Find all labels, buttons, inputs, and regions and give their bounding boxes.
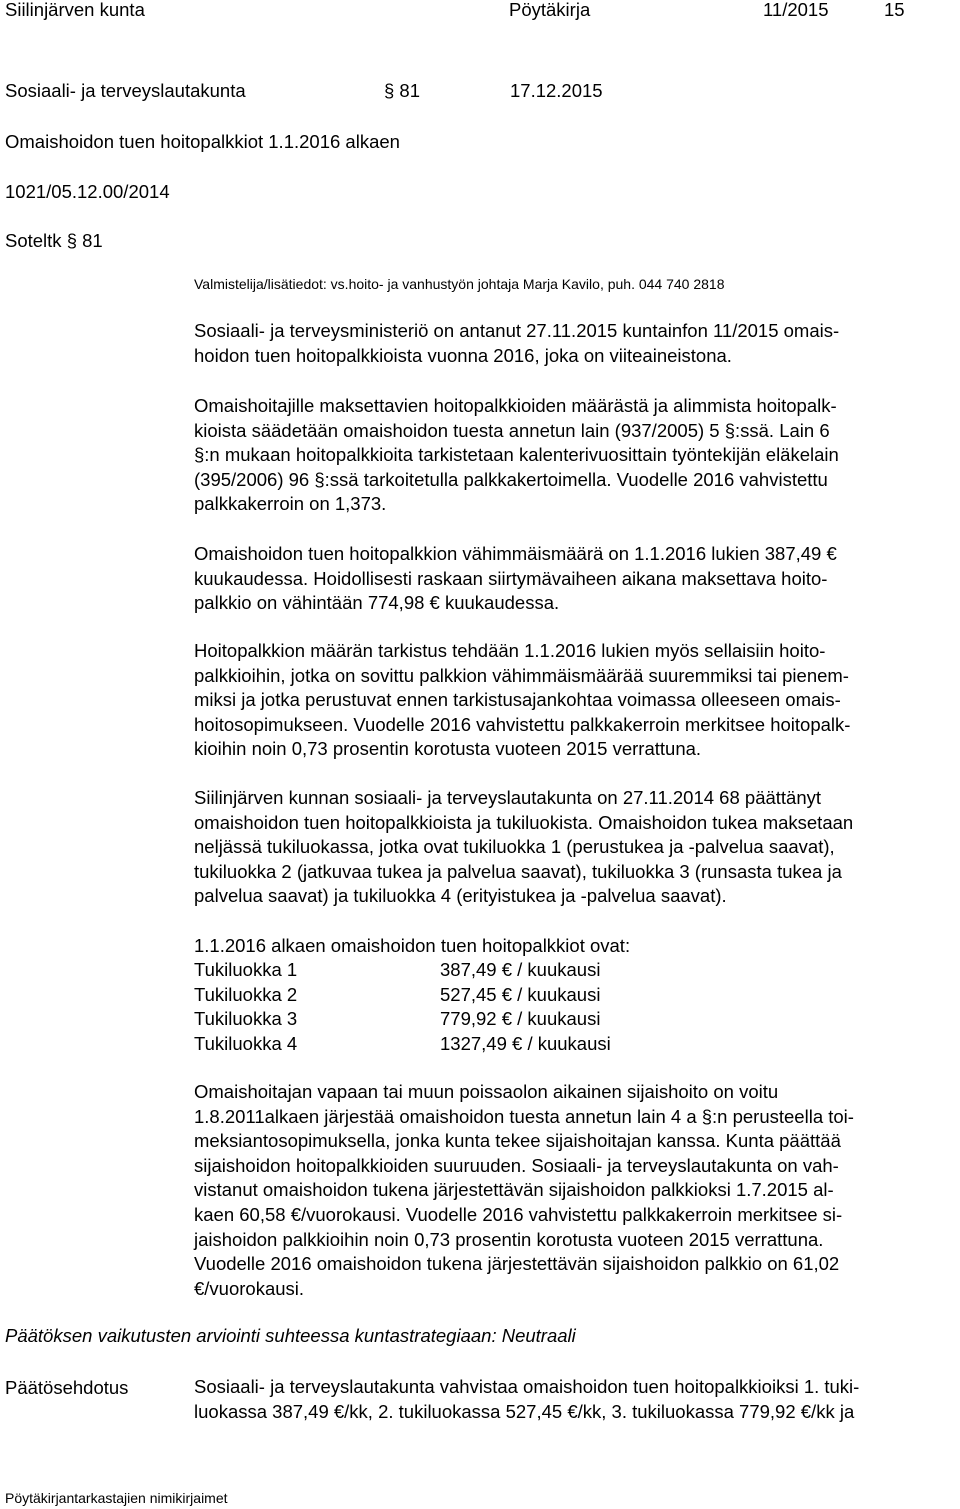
document-number: 11/2015 — [763, 0, 829, 20]
text-line: vistanut omaishoidon tukena järjestettävän sijaishoidon palkkioksi 1.7.2015 al- — [194, 1179, 834, 1201]
paragraph-legal-basis — [194, 394, 954, 517]
text-line: palkkioihin, jotka on sovittu palkkion vähimmäismäärää suuremmiksi tai pienem- — [194, 664, 849, 686]
text-line: miksi ja jotka perustuvat ennen tarkistusajankohtaa voimassa olleeseen omais- — [194, 689, 841, 711]
text-line: hoidon tuen hoitopalkkioista vuonna 2016, joka on viiteaineistona. — [194, 344, 732, 366]
text-line: Sosiaali- ja terveysministeriö on antanut 27.11.2015 kuntainfon 11/2015 omais- — [194, 320, 840, 341]
document-type: Pöytäkirja — [509, 0, 591, 20]
text-line: sijaishoidon hoitopalkkioiden suuruuden. Sosiaali- ja terveyslautakunta on vah- — [194, 1154, 839, 1176]
tariff-row — [194, 984, 794, 1009]
paragraph-minimum-fee — [194, 542, 954, 616]
strategy-assessment: Päätöksen vaikutusten arviointi suhteessa kuntastrategiaan: Neutraali — [5, 1325, 576, 1346]
text-line: kioihin noin 0,73 prosentin korotusta vuoteen 2015 verrattuna. — [194, 738, 702, 760]
paragraph-ministry — [194, 319, 954, 368]
tariff-table — [194, 959, 794, 1057]
text-line: Hoitopalkkion määrän tarkistus tehdään 1.1.2016 lukien myös sellaisiin hoito- — [194, 640, 826, 661]
text-line: meksiantosopimuksella, jonka kunta tekee sijaishoitajan kanssa. Kunta päättää — [194, 1130, 841, 1152]
record-id: 1021/05.12.00/2014 — [5, 181, 170, 202]
text-line: hoitosopimukseen. Vuodelle 2016 vahvistettu palkkakerroin merkitsee hoitopalk- — [194, 713, 851, 735]
paragraph-substitute-care — [194, 1080, 954, 1301]
footer-initials-label: Pöytäkirjantarkastajien nimikirjaimet — [5, 1490, 228, 1506]
section-reference: Soteltk § 81 — [5, 230, 103, 251]
tariff-amount: 387,49 € / kuukausi — [440, 959, 601, 980]
text-line: Siilinjärven kunnan sosiaali- ja terveyslautakunta on 27.11.2014 68 päättänyt — [194, 787, 822, 808]
preparer-info: Valmistelija/lisätiedot: vs.hoito- ja vanhustyön johtaja Marja Kavilo, puh. 044 740 2818 — [194, 276, 725, 292]
page-number: 15 — [884, 0, 905, 20]
text-line: kuukaudessa. Hoidollisesti raskaan siirtymävaiheen aikana maksettava hoito- — [194, 567, 828, 589]
tariff-class: Tukiluokka 1 — [194, 959, 298, 980]
tariff-amount: 779,92 € / kuukausi — [440, 1008, 601, 1030]
proposal-label: Päätösehdotus — [5, 1377, 129, 1398]
text-line: (395/2006) 96 §:ssä tarkoitetulla palkkakertoimella. Vuodelle 2016 vahvistettu — [194, 468, 828, 490]
tariff-row — [194, 959, 794, 984]
text-line: palvelua saavat) ja tukiluokka 4 (erityistukea ja -palvelua saavat). — [194, 885, 727, 907]
text-line: kioista säädetään omaishoidon tuesta annetun lain (937/2005) 5 §:ssä. Lain 6 — [194, 419, 830, 441]
tariff-row — [194, 1008, 794, 1033]
text-line: tukiluokka 2 (jatkuvaa tukea ja palvelua saavat), tukiluokka 3 (runsasta tukea ja — [194, 860, 842, 882]
text-line: palkkio on vähintään 774,98 € kuukaudessa. — [194, 592, 560, 614]
tariff-class: Tukiluokka 3 — [194, 1008, 298, 1030]
tariff-amount: 1327,49 € / kuukausi — [440, 1032, 611, 1054]
tariff-row — [194, 1033, 794, 1058]
page-title: Omaishoidon tuen hoitopalkkiot 1.1.2016 alkaen — [5, 131, 400, 152]
text-line: Omaishoidon tuen hoitopalkkion vähimmäismäärä on 1.1.2016 lukien 387,49 € — [194, 543, 837, 564]
municipality-name: Siilinjärven kunta — [5, 0, 145, 20]
text-line: Omaishoitajan vapaan tai muun poissaolon aikainen sijaishoito on voitu — [194, 1081, 779, 1102]
text-line: neljässä tukiluokassa, jotka ovat tukiluokka 1 (perustukea ja -palvelua saavat), — [194, 836, 835, 858]
tariff-amount: 527,45 € / kuukausi — [440, 983, 601, 1005]
tariff-class: Tukiluokka 4 — [194, 1032, 298, 1054]
text-line: €/vuorokausi. — [194, 1277, 305, 1299]
tariff-class: Tukiluokka 2 — [194, 983, 298, 1005]
tariff-intro: 1.1.2016 alkaen omaishoidon tuen hoitopalkkiot ovat: — [194, 935, 631, 956]
text-line: Sosiaali- ja terveyslautakunta vahvistaa omaishoidon tuen hoitopalkkioiksi 1. tuki- — [194, 1376, 860, 1397]
section-number: § 81 — [384, 80, 421, 101]
text-line: §:n mukaan hoitopalkkioita tarkistetaan kalenterivuosittain työntekijän eläkelain — [194, 444, 839, 466]
text-line: jaishoidon palkkioihin noin 0,73 prosentin korotusta vuoteen 2015 verrattuna. — [194, 1228, 824, 1250]
text-line: luokassa 387,49 €/kk, 2. tukiluokassa 527,45 €/kk, 3. tukiluokassa 779,92 €/kk ja — [194, 1400, 855, 1422]
paragraph-support-classes — [194, 786, 954, 909]
text-line: omaishoidon tuen hoitopalkkioista ja tukiluokista. Omaishoidon tukea maksetaan — [194, 811, 854, 833]
text-line: palkkakerroin on 1,373. — [194, 493, 387, 515]
text-line: 1.8.2011alkaen järjestää omaishoidon tuesta annetun lain 4 a §:n perusteella toi- — [194, 1105, 854, 1127]
meeting-date: 17.12.2015 — [510, 80, 603, 101]
document-header — [0, 0, 960, 24]
paragraph-fee-revision — [194, 639, 954, 762]
text-line: Vuodelle 2016 omaishoidon tukena järjestettävän sijaishoidon palkkio on 61,02 — [194, 1253, 840, 1275]
text-line: kaen 60,58 €/vuorokausi. Vuodelle 2016 vahvistettu palkkakerroin merkitsee si- — [194, 1203, 843, 1225]
proposal-text — [194, 1375, 954, 1424]
board-name: Sosiaali- ja terveyslautakunta — [5, 80, 246, 101]
text-line: Omaishoitajille maksettavien hoitopalkkioiden määrästä ja alimmista hoitopalk- — [194, 395, 837, 416]
